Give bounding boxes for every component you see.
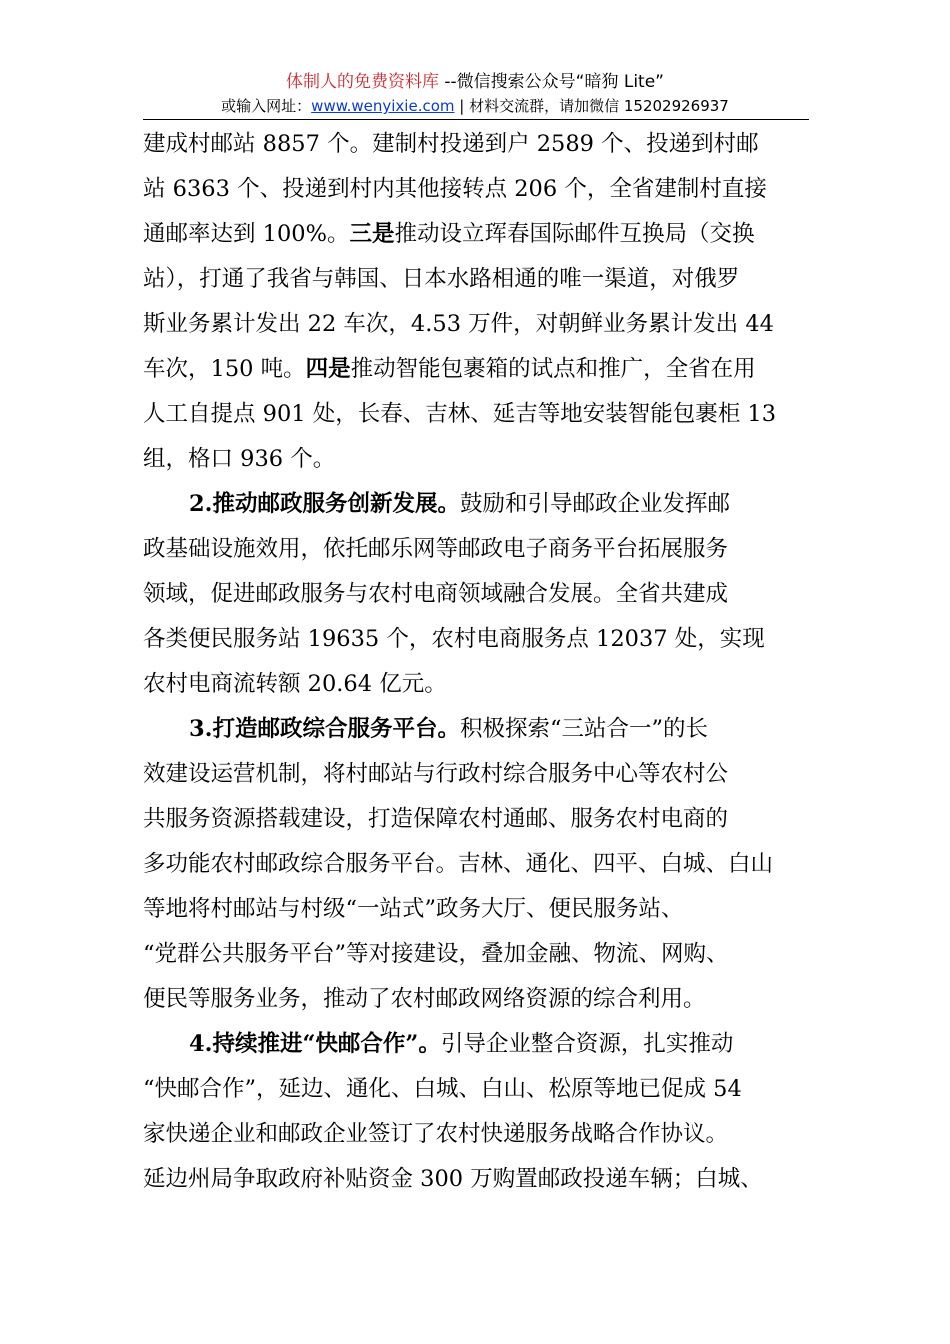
text-line: [143, 707, 809, 752]
text-run: 农村电商流转额 20.64 亿元。: [143, 671, 447, 697]
text-line: [143, 887, 809, 932]
text-line: [143, 617, 809, 662]
text-run: 鼓励和引导邮政企业发挥邮: [460, 491, 731, 517]
text-line: [143, 527, 809, 572]
text-run: 领域，促进邮政服务与农村电商领域融合发展。全省共建成: [143, 581, 729, 607]
text-line: [143, 392, 809, 437]
bold-text-run: 三是: [349, 221, 395, 247]
header-divider: [143, 119, 809, 120]
text-line: [143, 437, 809, 482]
text-run: 效建设运营机制，将村邮站与行政村综合服务中心等农村公: [143, 761, 729, 787]
text-line: [143, 347, 809, 392]
text-run: 斯业务累计发出 22 车次，4.53 万件，对朝鲜业务累计发出 44: [143, 311, 774, 337]
text-line: [143, 932, 809, 977]
text-run: 政基础设施效用，依托邮乐网等邮政电子商务平台拓展服务: [143, 536, 729, 562]
text-run: 各类便民服务站 19635 个，农村电商服务点 12037 处，实现: [143, 626, 765, 652]
page-header: [0, 70, 950, 118]
text-run: 建成村邮站 8857 个。建制村投递到户 2589 个、投递到村邮: [143, 131, 759, 157]
text-line: [143, 167, 809, 212]
text-line: [143, 482, 809, 527]
bold-text-run: 四是: [305, 356, 351, 382]
text-run: 便民等服务业务，推动了农村邮政网络资源的综合利用。: [143, 986, 706, 1012]
header-suffix: | 材料交流群，请加微信 15202926937: [454, 97, 729, 115]
text-line: [143, 752, 809, 797]
header-url-link[interactable]: www.wenyixie.com: [311, 97, 455, 115]
text-run: 车次，150 吨。: [143, 356, 306, 382]
text-run: 等地将村邮站与村级“一站式”政务大厅、便民服务站、: [143, 896, 684, 922]
text-line: [143, 1022, 809, 1067]
header-brand: 体制人的免费资料库: [285, 72, 439, 92]
header-line-1: [0, 70, 950, 94]
text-run: 站），打通了我省与韩国、日本水路相通的唯一渠道，对俄罗: [143, 266, 740, 292]
body-text: [143, 122, 809, 1202]
text-run: 积极探索“三站合一”的长: [460, 716, 709, 742]
bold-text-run: 3.打造邮政综合服务平台。: [189, 716, 460, 742]
header-prefix: 或输入网址：: [221, 97, 312, 115]
header-line-2: [0, 94, 950, 118]
text-line: [143, 977, 809, 1022]
text-run: “快邮合作”，延边、通化、白城、白山、松原等地已促成 54: [143, 1076, 742, 1102]
text-run: 家快递企业和邮政企业签订了农村快递服务战略合作协议。: [143, 1121, 729, 1147]
text-run: 引导企业整合资源，扎实推动: [440, 1031, 734, 1057]
text-line: [143, 257, 809, 302]
text-run: 共服务资源搭载建设，打造保障农村通邮、服务农村电商的: [143, 806, 729, 832]
text-run: 推动智能包裹箱的试点和推广，全省在用: [350, 356, 756, 382]
text-line: [143, 797, 809, 842]
header-tagline: --微信搜索公众号“暗狗 Lite”: [438, 72, 664, 92]
text-run: 人工自提点 901 处，长春、吉林、延吉等地安装智能包裹柜 13: [143, 401, 777, 427]
text-run: 组，格口 936 个。: [143, 446, 336, 472]
text-line: [143, 212, 809, 257]
text-run: 通邮率达到 100%。: [143, 221, 350, 247]
text-line: [143, 1112, 809, 1157]
text-run: 多功能农村邮政综合服务平台。吉林、通化、四平、白城、白山: [143, 851, 774, 877]
text-line: [143, 842, 809, 887]
text-line: [143, 572, 809, 617]
text-line: [143, 122, 809, 167]
text-line: [143, 662, 809, 707]
bold-text-run: 4.持续推进“快邮合作”。: [189, 1031, 441, 1057]
text-run: “党群公共服务平台”等对接建设，叠加金融、物流、网购、: [143, 941, 729, 967]
text-run: 站 6363 个、投递到村内其他接转点 206 个，全省建制村直接: [143, 176, 767, 202]
text-run: 推动设立珲春国际邮件互换局（交换: [394, 221, 755, 247]
text-line: [143, 1067, 809, 1112]
bold-text-run: 2.推动邮政服务创新发展。: [189, 491, 460, 517]
text-line: [143, 1157, 809, 1202]
text-run: 延边州局争取政府补贴资金 300 万购置邮政投递车辆；白城、: [143, 1166, 763, 1192]
text-line: [143, 302, 809, 347]
